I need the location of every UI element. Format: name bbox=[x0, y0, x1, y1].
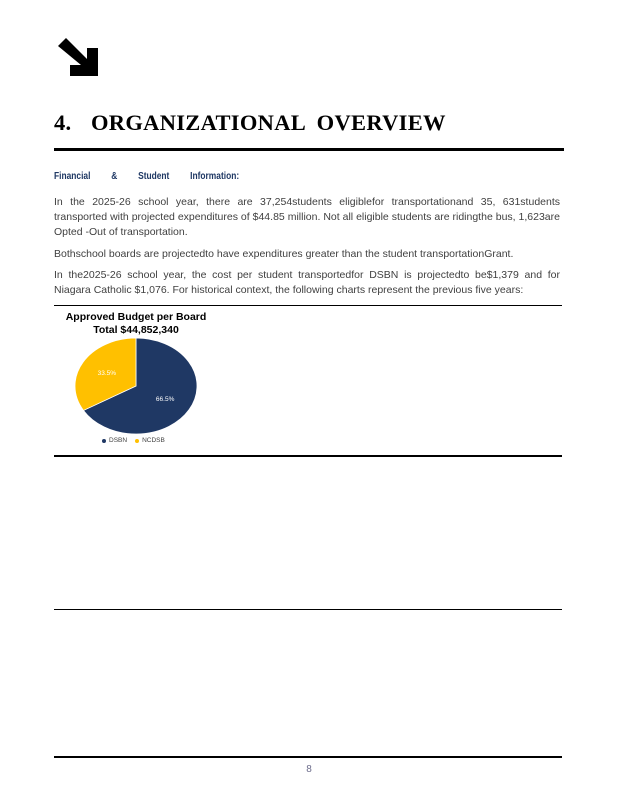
chart-subtitle: Total $44,852,340 bbox=[93, 324, 179, 336]
pie-plot bbox=[56, 308, 216, 452]
title-rule bbox=[54, 148, 564, 151]
chart-legend bbox=[102, 437, 173, 444]
legend-label: DSBN bbox=[109, 437, 128, 444]
legend-label: NCDSB bbox=[142, 437, 165, 444]
page-number: 8 bbox=[306, 764, 312, 775]
section-title bbox=[54, 110, 446, 136]
paragraph-students: In the 2025-26 school year, there are 37,254students eligiblefor transportationand 35, 631students transported with projected expenditures of $44.85 million. Not all eligible students are ridingthe bus, 1,623are Opted -Out of transportation. bbox=[54, 196, 560, 238]
section-title-text: ORGANIZATIONAL OVERVIEW bbox=[91, 110, 446, 135]
legend-item-dsbn bbox=[102, 437, 127, 444]
paragraph-cost-per-student: In the2025-26 school year, the cost per student transportedfor DSBN is projectedto be$1,379 and for Niagara Catholic $1,076. For historical context, the following charts represent the previous five years: bbox=[54, 269, 560, 296]
legend-swatch bbox=[102, 439, 106, 443]
subheading-word: Student bbox=[138, 170, 170, 182]
subheading bbox=[54, 170, 260, 182]
chart-title: Approved Budget per Board bbox=[65, 311, 207, 323]
section-number: 4. bbox=[54, 110, 72, 135]
legend-swatch bbox=[135, 439, 139, 443]
arrow-down-right-icon bbox=[56, 36, 100, 78]
subheading-word: & bbox=[111, 170, 118, 182]
section-divider bbox=[54, 609, 562, 610]
pie-data-label: 66.5% bbox=[155, 396, 175, 404]
pie-data-label: 33.5% bbox=[97, 369, 117, 377]
paragraph-expenditures: Bothschool boards are projectedto have expenditures greater than the student transportationGrant. bbox=[54, 248, 514, 260]
footer-rule bbox=[54, 756, 562, 758]
subheading-word: Information: bbox=[190, 170, 240, 182]
subheading-word: Financial bbox=[54, 170, 91, 182]
legend-item-ncdsb bbox=[135, 437, 165, 444]
budget-pie-chart bbox=[56, 308, 216, 452]
chart-bottom-rule bbox=[54, 455, 562, 457]
chart-top-rule bbox=[54, 305, 562, 306]
